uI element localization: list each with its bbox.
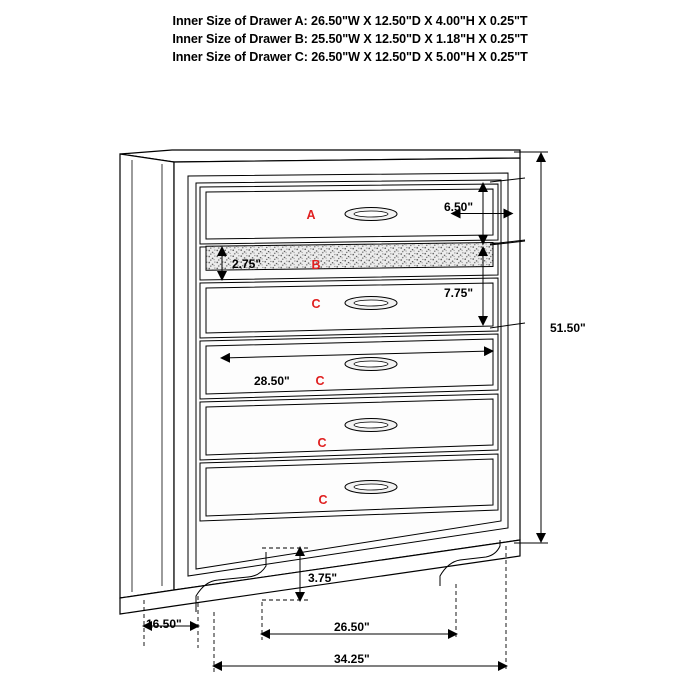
dim-label-28-50: 28.50" [254,374,290,388]
dim-overall-width [214,652,506,666]
spec-line-drawer-a: Inner Size of Drawer A: 26.50"W X 12.50"D X 4.00"H X 0.25"T [172,14,528,28]
dim-label-34-25: 34.25" [334,652,370,666]
dim-label-51-50: 51.50" [550,321,586,335]
dim-label-2-75: 2.75" [232,257,262,271]
drawer-label-c-1: C [311,297,321,311]
drawer-label-b: B [311,258,321,272]
drawer-c-2[interactable] [200,334,498,399]
drawer-c-3[interactable] [200,394,498,460]
spec-line-drawer-c: Inner Size of Drawer C: 26.50"W X 12.50"D X 5.00"H X 0.25"T [172,50,528,64]
dim-label-3-75: 3.75" [308,571,338,585]
drawer-label-c-3: C [317,436,327,450]
dim-label-7-75: 7.75" [444,286,474,300]
dim-label-6-50: 6.50" [444,200,474,214]
drawer-label-c-4: C [318,493,328,507]
dim-label-16-50: 16.50" [146,617,182,631]
dim-depth [144,617,198,631]
spec-line-drawer-b: Inner Size of Drawer B: 25.50"W X 12.50"D X 1.18"H X 0.25"T [172,32,528,46]
drawer-label-a: A [306,208,316,222]
drawer-c-4[interactable] [200,454,498,521]
dim-overall-height [514,152,586,543]
dim-base-width [262,620,456,634]
drawer-label-c-2: C [315,374,325,388]
dim-label-26-50: 26.50" [334,620,370,634]
